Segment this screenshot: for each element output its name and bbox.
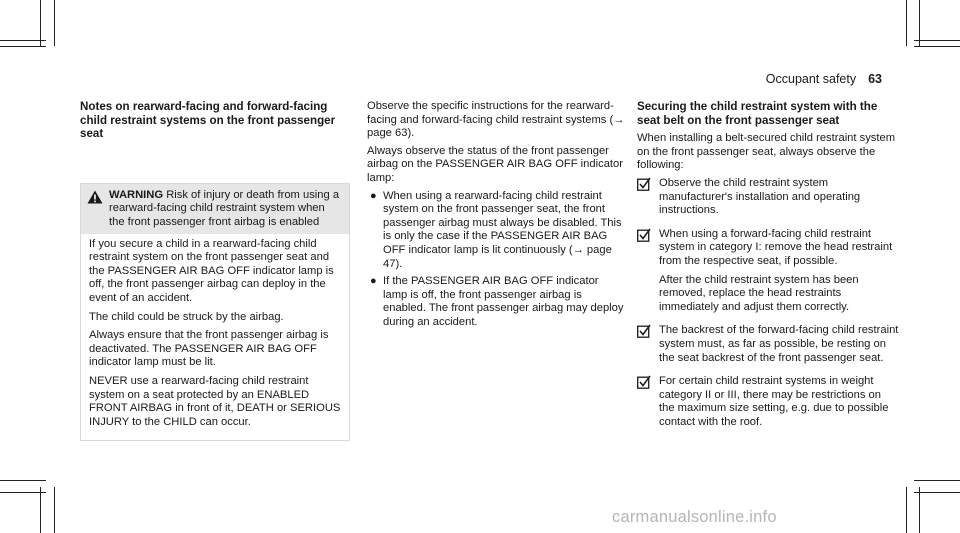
warning-box xyxy=(80,183,350,442)
intro-paragraph: Observe the specific instructions for the rearward-facing and forward-facing child restraint systems (→ page 63). xyxy=(367,100,625,140)
checklist-item xyxy=(637,177,899,223)
list-item-text: When using a rearward-facing child restraint system on the front passenger seat, the front passenger airbag must always be disabled. This is only the case if the PASSENGER AIR BAG OFF indicator lamp is lit continuously (→ page 47). xyxy=(383,189,622,270)
warning-body xyxy=(81,234,349,441)
page-number: 63 xyxy=(868,72,882,86)
crop-mark xyxy=(906,0,907,46)
column-2 xyxy=(367,100,625,334)
checklist-text: When using a forward-facing child restraint system in category I: remove the head restraint from the respective seat, if possible. xyxy=(659,227,893,267)
column-3 xyxy=(637,100,899,439)
warning-title xyxy=(109,189,343,230)
crop-mark xyxy=(914,40,960,41)
checklist-text: For certain child restraint systems in weight category II or III, there may be restrictions on the maximum size setting, e.g. due to possible contact with the roof. xyxy=(659,375,889,428)
warning-text: Risk of injury or death from using a rearward-facing child restraint system when the front passenger front airbag is enabled xyxy=(109,188,340,228)
list-item xyxy=(367,190,625,272)
warning-paragraph: Always ensure that the front passenger airbag is deactivated. The PASSENGER AIR BAG OFF indicator lamp must be lit. xyxy=(89,329,329,369)
warning-triangle-icon xyxy=(87,190,103,204)
checkbox-icon xyxy=(637,375,651,389)
crop-mark xyxy=(0,480,46,481)
bullet-icon: ● xyxy=(370,189,377,202)
checklist-item xyxy=(637,375,899,434)
checkbox-icon xyxy=(637,177,651,191)
crop-mark xyxy=(0,46,46,47)
crop-mark xyxy=(0,40,46,41)
warning-header xyxy=(81,184,349,234)
crop-mark xyxy=(40,487,41,533)
checklist-extra: After the child restraint system has been removed, replace the head restraints immediately and adjust them correctly. xyxy=(659,273,859,313)
warning-paragraph: If you secure a child in a rearward-facing child restraint system on the front passenger seat and the PASSENGER AIR BAG OFF indicator lamp is off, the front passenger airbag can deploy in the event of an accident. xyxy=(89,237,334,304)
warning-paragraph: The child could be struck by the airbag. xyxy=(89,310,284,323)
list-item-text: If the PASSENGER AIR BAG OFF indicator lamp is off, the front passenger airbag is enabled. The front passenger airbag may deploy during an accident. xyxy=(383,275,624,328)
crop-mark xyxy=(914,46,960,47)
checkbox-icon xyxy=(637,228,651,242)
crop-mark xyxy=(54,0,55,46)
checklist-item xyxy=(637,324,899,370)
watermark: carmanualsonline.info xyxy=(612,508,777,526)
checklist-text: The backrest of the forward-facing child restraint system must, as far as possible, be resting on the seat backrest of the front passenger seat. xyxy=(659,324,899,364)
section-heading: Notes on rearward-facing and forward-facing child restraint systems on the front passenger seat xyxy=(80,100,336,141)
checkbox-icon xyxy=(637,324,651,338)
running-header xyxy=(766,72,882,86)
section-title: Occupant safety xyxy=(765,72,857,86)
crop-mark xyxy=(919,487,920,533)
warning-paragraph: NEVER use a rearward-facing child restraint system on a seat protected by an ENABLED FRONT AIRBAG in front of it, DEATH or SERIOUS INJURY to the CHILD can occur. xyxy=(89,374,341,428)
section-heading: Securing the child restraint system with the seat belt on the front passenger seat xyxy=(637,100,878,127)
list-item xyxy=(367,275,625,329)
bullet-list xyxy=(367,190,625,330)
column-1 xyxy=(80,100,352,441)
crop-mark xyxy=(914,492,960,493)
crop-mark xyxy=(906,487,907,533)
intro-paragraph-2: Always observe the status of the front passenger airbag on the PASSENGER AIR BAG OFF indicator lamp: xyxy=(367,144,623,184)
checklist-item xyxy=(637,228,899,320)
crop-mark xyxy=(0,492,46,493)
bullet-icon: ● xyxy=(370,275,377,288)
warning-label: WARNING xyxy=(109,188,164,201)
crop-mark xyxy=(914,480,960,481)
intro-paragraph: When installing a belt-secured child restraint system on the front passenger seat, always observe the following: xyxy=(637,132,896,172)
crop-mark xyxy=(54,487,55,533)
checklist-text: Observe the child restraint system manufacturer's installation and operating instructions. xyxy=(659,176,861,217)
